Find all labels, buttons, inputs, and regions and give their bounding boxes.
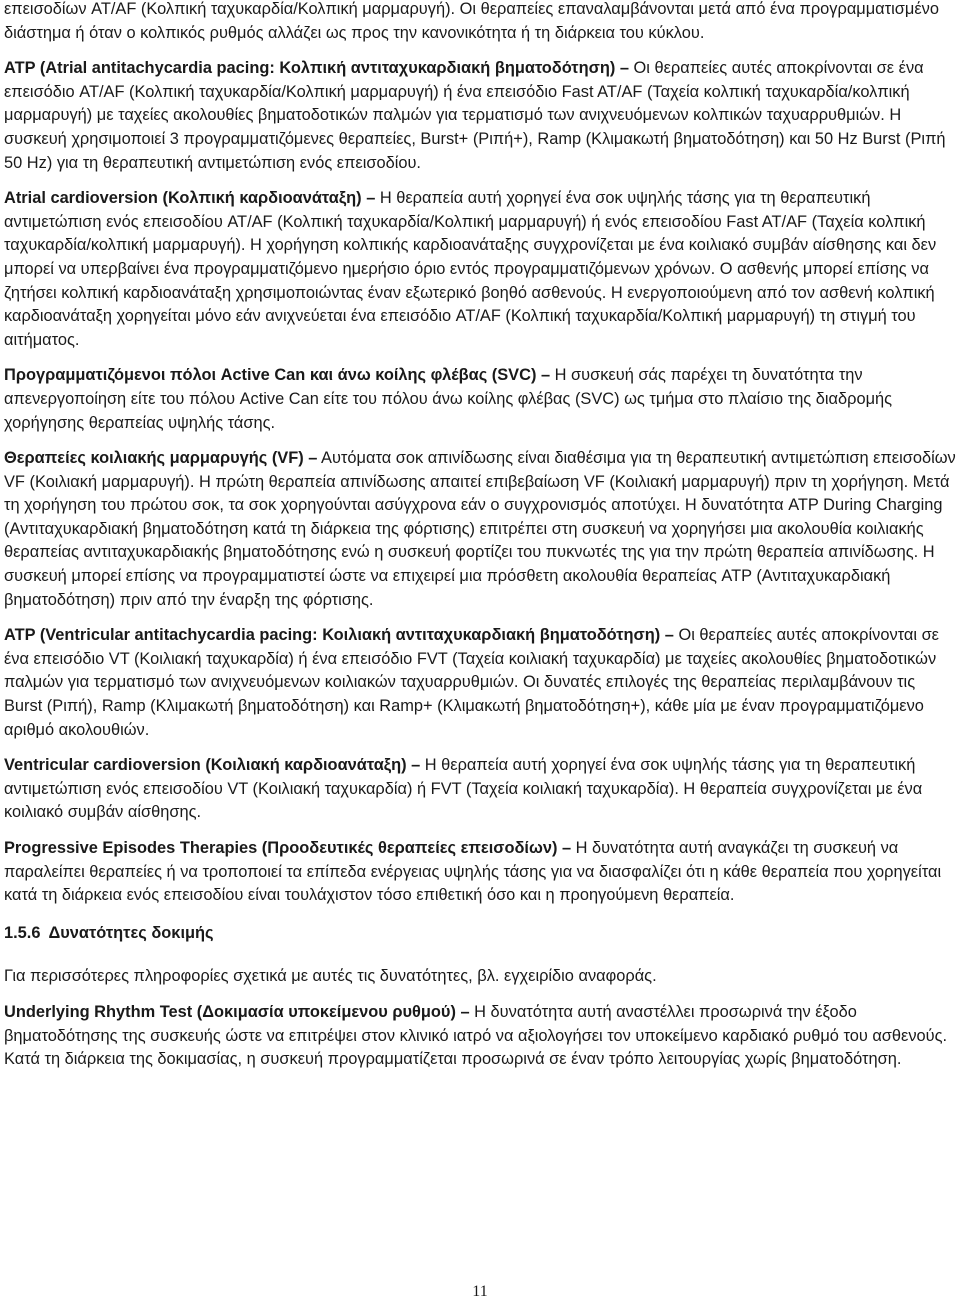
feature-description: Η δυνατότητα αυτή αναγκάζει τη συσκευή να παραλείπει θεραπείες ή να τροποποιεί τα επίπεδα ενέργειας υψηλής τάσης για να διασφαλίζει ότι η κάθε θεραπεία που χορηγείται κατά τη διάρκεια ενός επεισοδίου είναι τουλάχιστον τόσο επιθετική όσο και η προηγούμενη θεραπεία.	[4, 839, 942, 905]
page-number: 11	[472, 1283, 488, 1300]
feature-paragraph-underlying-rhythm-test	[4, 1001, 956, 1072]
feature-description: Αυτόματα σοκ απινίδωσης είναι διαθέσιμα για τη θεραπευτική αντιμετώπιση επεισοδίων VF (Κοιλιακή μαρμαρυγή). Η πρώτη θεραπεία απινίδωσης απαιτεί επιβεβαίωση VF (Κοιλιακή μαρμαρυγή) πριν τη χορήγηση. Μετά τη χορήγηση του πρώτου σοκ, τα σοκ χορηγούνται ασύγχρονα εάν ο συγχρονισμός αποτύχει. Η δυνατότητα ATP During Charging (Αντιταχυκαρδιακή βηματοδότηση κατά τη διάρκεια της φόρτισης) επιτρέπει στη συσκευή να χορηγήσει μια ακολουθία κοιλιακής θεραπείας αντιταχυκαρδιακής βηματοδότησης ενώ η συσκευή φορτίζει του πυκνωτές της για την πρώτη θεραπεία απινίδωσης. Η συσκευή μπορεί επίσης να προγραμματιστεί ώστε να επιχειρεί μια πρόσθετη ακολουθία θεραπείας ATP (Αντιταχυκαρδιακή βηματοδότηση) πριν από την έναρξη της φόρτισης.	[4, 449, 956, 609]
feature-description: Η συσκευή σάς παρέχει τη δυνατότητα την απενεργοποίηση είτε του πόλου Active Can είτε του πόλου άνω κοίλης φλέβας (SVC) ως τμήμα στο πλαίσιο της διαδρομής χορήγησης θεραπείας υψηλής τάσης.	[4, 366, 893, 432]
feature-paragraph-atrial-cardioversion	[4, 187, 956, 352]
feature-paragraph-atrial-atp	[4, 57, 956, 175]
feature-description: Η δυνατότητα αυτή αναστέλλει προσωρινά την έξοδο βηματοδότησης της συσκευής ώστε να επιτρέψει στον κλινικό ιατρό να αξιολογήσει τον υποκείμενο καρδιακό ρυθμό του ασθενούς. Κατά τη διάρκεια της δοκιμασίας, η συσκευή προγραμματίζεται προσωρινά σε έναν τρόπο λειτουργίας χωρίς βηματοδότηση.	[4, 1002, 948, 1069]
section-number: 1.5.6	[4, 923, 41, 942]
section-intro-text: Για περισσότερες πληροφορίες σχετικά με αυτές τις δυνατότητες, βλ. εγχειρίδιο αναφοράς.	[4, 967, 657, 986]
feature-term: Ventricular cardioversion (Κοιλιακή καρδιοανάταξη) –	[4, 756, 421, 775]
feature-description: Η θεραπεία αυτή χορηγεί ένα σοκ υψηλής τάσης για τη θεραπευτική αντιμετώπιση ενός επεισοδίου VT (Κοιλιακή ταχυκαρδία) ή FVT (Ταχεία κοιλιακή ταχυκαρδία). Η θεραπεία συγχρονίζεται με ένα κοιλιακό συμβάν αίσθησης.	[4, 756, 923, 822]
feature-term: Atrial cardioversion (Κολπική καρδιοανάταξη) –	[4, 189, 376, 208]
feature-paragraph-ventricular-cardioversion	[4, 754, 956, 825]
section-title: Δυνατότητες δοκιμής	[48, 923, 214, 942]
feature-term: ATP (Atrial antitachycardia pacing: Κολπική αντιταχυκαρδιακή βηματοδότηση) –	[4, 59, 629, 78]
feature-term: Θεραπείες κοιλιακής μαρμαρυγής (VF) –	[4, 449, 318, 468]
feature-paragraph-active-can-svc	[4, 364, 956, 435]
feature-term: Προγραμματιζόμενοι πόλοι Active Can και άνω κοίλης φλέβας (SVC) –	[4, 366, 551, 385]
section-heading	[4, 922, 956, 946]
feature-description: Οι θεραπείες αυτές αποκρίνονται σε ένα επεισόδιο VT (Κοιλιακή ταχυκαρδία) ή ένα επεισόδιο FVT (Ταχεία κοιλιακή ταχυκαρδία) με ταχείες ακολουθίες βηματοδοτικών παλμών για τερματισμό των ανιχνευόμενων κοιλιακών ταχυαρρυθμιών. Οι δυνατές επιλογές της θεραπείας περιλαμβάνουν τις Burst (Ριπή), Ramp (Κλιμακωτή βηματοδότηση) και Ramp+ (Κλιμακωτή βηματοδότηση+), κάθε μία με έναν προγραμματιζόμενο αριθμό ακολουθιών.	[4, 626, 939, 739]
feature-term: Progressive Episodes Therapies (Προοδευτικές θεραπείες επεισοδίων) –	[4, 839, 572, 857]
feature-term: ATP (Ventricular antitachycardia pacing: Κοιλιακή αντιταχυκαρδιακή βηματοδότηση) –	[4, 626, 674, 645]
continuation-text: επεισοδίων AT/AF (Κολπική ταχυκαρδία/Κολπική μαρμαρυγή). Οι θεραπείες επαναλαμβάνονται μετά από ένα προγραμματισμένο διάστημα ή όταν ο κολπικός ρυθμός αλλάζει ως προς την κανονικότητα ή τη διάρκεια του κύκλου.	[4, 0, 939, 42]
feature-description: Οι θεραπείες αυτές αποκρίνονται σε ένα επεισόδιο AT/AF (Κολπική ταχυκαρδία/Κολπική μαρμαρυγή) ή ένα επεισόδιο Fast AT/AF (Ταχεία κολπική ταχυκαρδία/κολπική μαρμαρυγή) με ταχείες ακολουθίες βηματοδοτικών παλμών για τερματισμό των ανιχνευόμενων κολπικών ταχυαρρυθμιών. Η συσκευή χρησιμοποιεί 3 προγραμματιζόμενες θεραπείες, Burst+ (Ριπή+), Ramp (Κλιμακωτή βηματοδότηση) και 50 Hz Burst (Ριπή 50 Hz) για τη θεραπευτική αντιμετώπιση ενός επεισοδίου.	[4, 59, 946, 172]
feature-term: Underlying Rhythm Test (Δοκιμασία υποκείμενου ρυθμού) –	[4, 1002, 470, 1021]
feature-paragraph-ventricular-atp	[4, 624, 956, 742]
continuation-paragraph	[4, 0, 956, 45]
feature-paragraph-progressive-episodes	[4, 837, 956, 908]
feature-paragraph-vf-therapies	[4, 447, 956, 612]
section-intro-paragraph	[4, 965, 956, 989]
feature-description: Η θεραπεία αυτή χορηγεί ένα σοκ υψηλής τάσης για τη θεραπευτική αντιμετώπιση ενός επεισοδίου AT/AF (Κολπική ταχυκαρδία/Κολπική μαρμαρυγή) ή ενός επεισοδίου Fast AT/AF (Ταχεία κολπική ταχυκαρδία/κολπική μαρμαρυγή). Η χορήγηση κολπικής καρδιοανάταξης συγχρονίζεται με ένα κοιλιακό συμβάν αίσθησης και δεν μπορεί να υπερβαίνει ένα προγραμματιζόμενο ημερήσιο όριο εντός προγραμματιζόμενων χρόνων. Ο ασθενής μπορεί επίσης να ζητήσει κολπική καρδιοανάταξη χρησιμοποιώντας έναν εξωτερικό βοηθό ασθενούς. Η ενεργοποιούμενη από τον ασθενή κολπική καρδιοανάταξη χορηγείται μόνο εάν ανιχνεύεται ένα επεισόδιο AT/AF (Κολπική ταχυκαρδία/Κολπική μαρμαρυγή) τη στιγμή του αιτήματος.	[4, 189, 937, 349]
